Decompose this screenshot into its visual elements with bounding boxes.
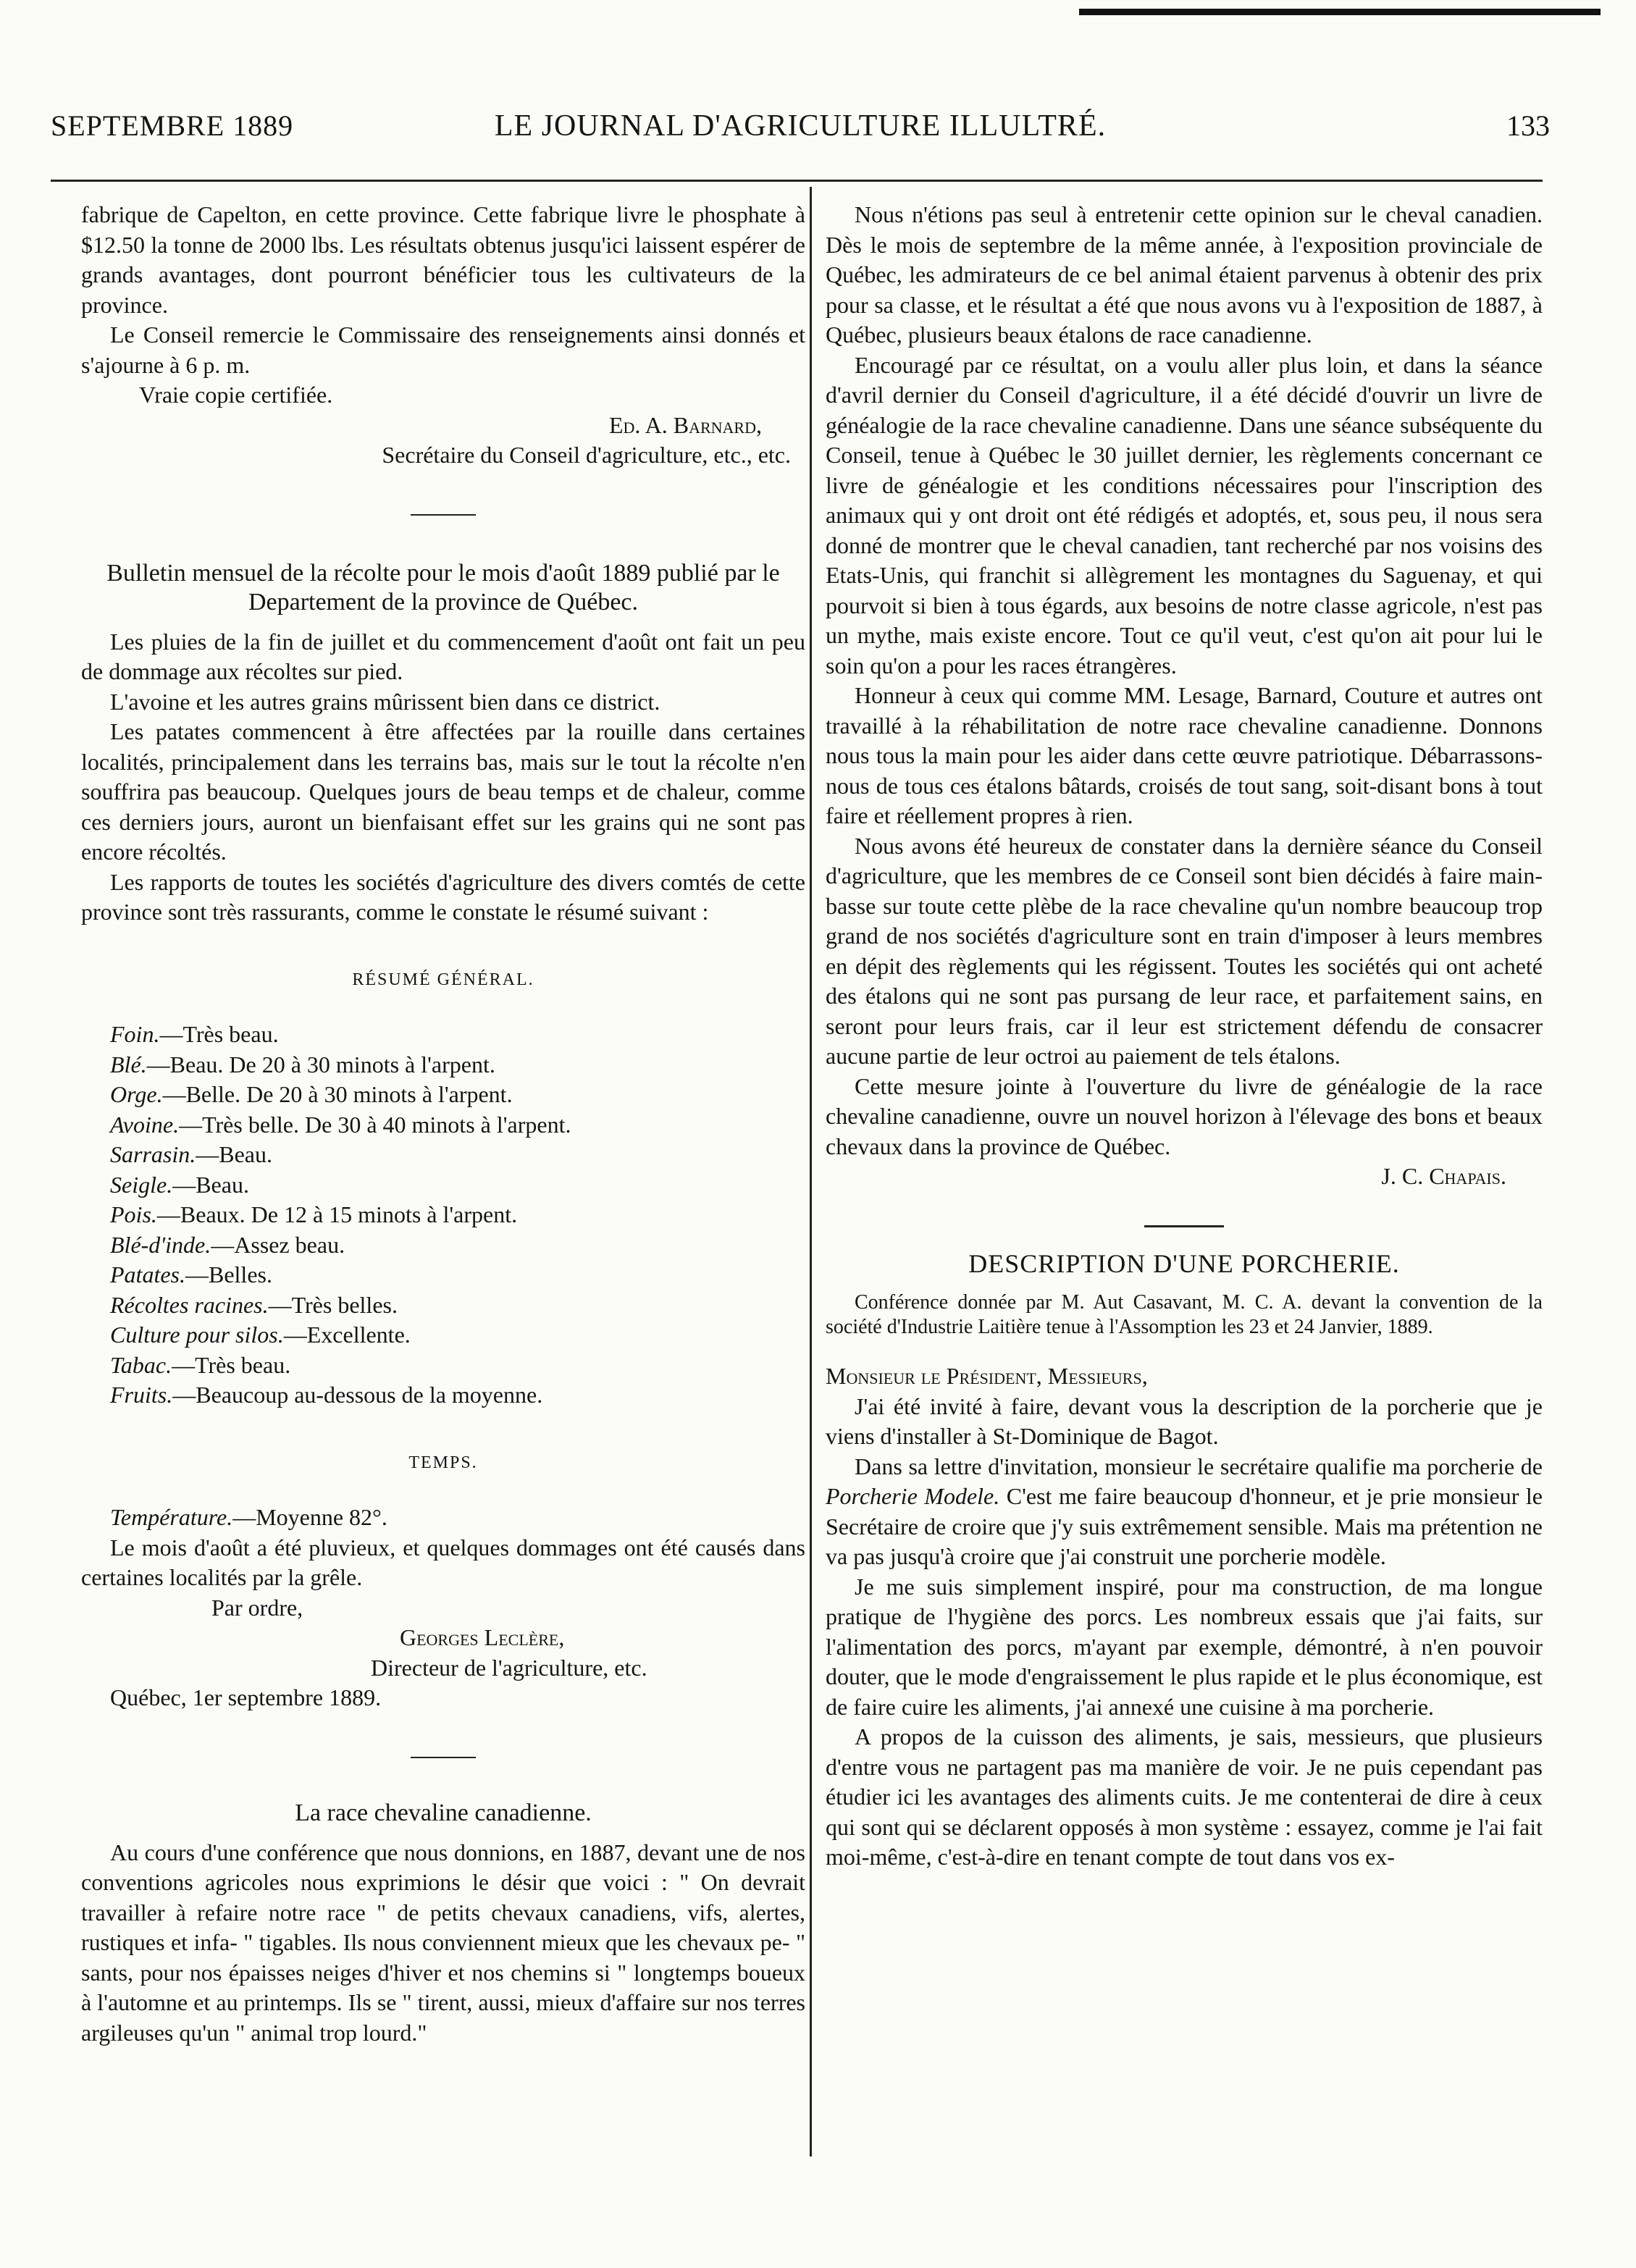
paragraph: Dans sa lettre d'invitation, monsieur le secrétaire qualifie ma porcherie de Porcherie Modele. C'est me faire beaucoup d'honneur, et je prie monsieur le Secrétaire de croire que j'y suis extrêmement sensible. Mais ma prétention ne va pas jusqu'à croire que j'ai construit une porcherie modèle. <box>826 1453 1543 1569</box>
porcherie-heading: DESCRIPTION D'UNE PORCHERIE. <box>968 1248 1400 1278</box>
paragraph: Je me suis simplement inspiré, pour ma construction, de ma longue pratique de l'hygiène des porcs. Les nombreux essais que j'ai faits, sur l'alimentation des porcs, m'ayant par exemple, démontré, à n'en pouvoir douter, que le mode d'engraissement le plus rapide et le plus économique, est de faire cuire les aliments, j'ai annexé une cuisine à ma porcherie. <box>826 1573 1543 1720</box>
paragraph: L'avoine et les autres grains mûrissent bien dans ce district. <box>110 688 660 715</box>
race-heading: La race chevaline canadienne. <box>295 1799 592 1826</box>
conference-note: Conférence donnée par M. Aut Casavant, M. C. A. devant la convention de la société d'Industrie Laitière tenue à l'Assomption les 23 et 24 Janvier, 1889. <box>826 1291 1543 1338</box>
signature-title: Secrétaire du Conseil d'agriculture, etc., etc. <box>382 442 791 468</box>
signature: J. C. Chapais. <box>1381 1163 1506 1189</box>
paragraph: Honneur à ceux qui comme MM. Lesage, Barnard, Couture et autres ont travaillé à la réhabilitation de notre race chevaline canadienne. Donnons nous tous la main pour les aider dans cette œuvre patriotique. Débarrassons-nous de tous ces étalons bâtards, croisés de tout sang, soit-disant bons à tout faire et réellement propres à rien. <box>826 682 1543 828</box>
paragraph: Nous avons été heureux de constater dans la dernière séance du Conseil d'agriculture, que les membres de ce Conseil sont bien décidés à faire main-basse sur toute cette plèbe de la race chevaline qu'un nombre beaucoup trop grand de nos sociétés d'agriculture sont en train d'imposer à leurs membres en dépit des règlements qui les régissent. Toutes les sociétés qui ont acheté des étalons qui ne sont pas pursang de leur race, et parfaitement sains, en seront pour leurs frais, car il leur est strictement défendu de consacrer aucune partie de leur octroi au paiement de tels étalons. <box>826 832 1543 1069</box>
column-divider <box>810 187 812 2156</box>
paragraph: J'ai été invité à faire, devant vous la description de la porcherie que je viens d'installer à St-Dominique de Bagot. <box>826 1393 1543 1449</box>
list-item: Patates.—Belles. <box>110 1261 272 1288</box>
list-item: Seigle.—Beau. <box>110 1171 249 1198</box>
section-divider <box>1144 1225 1224 1227</box>
paragraph: Température.—Moyenne 82°. <box>110 1504 387 1530</box>
paragraph: Les rapports de toutes les sociétés d'agriculture des divers comtés de cette province sont très rassurants, comme le constate le résumé suivant : <box>81 868 805 925</box>
paragraph: Encouragé par ce résultat, on a voulu aller plus loin, et dans la séance d'avril dernier du Conseil d'agriculture, il a été décidé d'ouvrir un livre de généalogie de la race chevaline canadienne. Dans une séance subséquente du Conseil, tenue à Québec le 30 juillet dernier, les règlements concernant ce livre de généalogie et les conditions nécessaires pour l'inscription des animaux qui y ont droit ont été rédigés et adoptés, et, sous peu, il nous sera donné de montrer que le cheval canadien, tant recherché par nos voisins des Etats-Unis, qui franchit si allègrement les montagnes du Saguenay, et qui pourvoit si bien à tous égards, aux besoins de notre classe agricole, n'est pas un mythe, mais existe encore. Tout ce qu'il veut, c'est qu'on ait pour lui le soin qu'on a pour les races étrangères. <box>826 351 1543 679</box>
page-header <box>51 109 1550 152</box>
temps-heading: TEMPS. <box>408 1453 478 1472</box>
paragraph: Nous n'étions pas seul à entretenir cette opinion sur le cheval canadien. Dès le mois de septembre de la même année, à l'exposition provinciale de Québec, les admirateurs de ce bel animal étaient parvenus à obtenir des prix pour sa classe, et le résultat a été que nous avons vu à l'exposition de 1887, à Québec, plusieurs beaux étalons de race canadienne. <box>826 201 1543 348</box>
list-item: Foin.—Très beau. <box>110 1021 279 1047</box>
left-column <box>81 200 805 2048</box>
top-rule <box>1079 9 1601 15</box>
list-item: Tabac.—Très beau. <box>110 1351 291 1378</box>
header-date: SEPTEMBRE 1889 <box>51 109 294 142</box>
paragraph: fabrique de Capelton, en cette province. Cette fabrique livre le phosphate à $12.50 la tonne de 2000 lbs. Les résultats obtenus jusqu'ici laissent espérer de grands avantages, dont pourront bénéficier tous les cultivateurs de la province. <box>81 201 805 318</box>
list-item: Culture pour silos.—Excellente. <box>110 1322 411 1348</box>
header-rule <box>51 180 1543 182</box>
list-item: Fruits.—Beaucoup au-dessous de la moyenne. <box>110 1382 543 1408</box>
list-item: Blé.—Beau. De 20 à 30 minots à l'arpent. <box>110 1051 495 1078</box>
page-number: 133 <box>1506 109 1550 142</box>
signature-name: Georges Leclère, <box>400 1624 565 1650</box>
paragraph: Le Conseil remercie le Commissaire des renseignements ainsi donnés et s'ajourne à 6 p. m. <box>81 322 805 378</box>
section-divider <box>411 514 476 516</box>
paragraph: A propos de la cuisson des aliments, je sais, messieurs, que plusieurs d'entre vous ne partagent pas ma manière de voir. Je ne puis cependant pas étudier ici les avantages des aliments cuits. Je me contenterai de dire à ceux qui sont qui se déclarent opposés à mon système : essayez, comme je l'ai fait moi-même, c'est-à-dire en tenant compte de tout dans vos ex- <box>826 1723 1543 1870</box>
paragraph: Par ordre, <box>211 1594 303 1621</box>
signature-name: Ed. A. Barnard, <box>608 411 762 438</box>
paragraph: Au cours d'une conférence que nous donnions, en 1887, devant une de nos conventions agricoles nous exprimions le désir que voici : " On devrait travailler à refaire notre race " de petits chevaux canadiens, vifs, alertes, rustiques et infa- " tigables. Ils nous conviennent mieux que les chevaux pe- " sants, pour nos épaisses neiges d'hiver et nos chemins si " longtemps boueux à l'automne et au printemps. Ils se " tirent, aussi, mieux d'affaire sur nos terres argileuses qu'un " animal trop lourd." <box>81 1839 805 2046</box>
bulletin-heading: Bulletin mensuel de la récolte pour le mois d'août 1889 publié par le Departement de la province de Québec. <box>106 559 780 616</box>
section-divider <box>411 1757 476 1758</box>
list-item: Sarrasin.—Beau. <box>110 1141 272 1167</box>
list-item: Pois.—Beaux. De 12 à 15 minots à l'arpent. <box>110 1201 518 1227</box>
signature-title: Directeur de l'agriculture, etc. <box>371 1654 647 1681</box>
list-item: Blé-d'inde.—Assez beau. <box>110 1231 345 1258</box>
paragraph: Le mois d'août a été pluvieux, et quelques dommages ont été causés dans certaines localités par la grêle. <box>81 1534 805 1590</box>
salutation: Monsieur le Président, Messieurs, <box>826 1363 1148 1389</box>
list-item: Orge.—Belle. De 20 à 30 minots à l'arpent. <box>110 1081 513 1107</box>
paragraph: Les pluies de la fin de juillet et du commencement d'août ont fait un peu de dommage aux récoltes sur pied. <box>81 628 805 684</box>
list-item: Récoltes racines.—Très belles. <box>110 1291 398 1318</box>
journal-title: LE JOURNAL D'AGRICULTURE ILLULTRÉ. <box>494 109 1107 143</box>
paragraph: Vraie copie certifiée. <box>139 382 333 408</box>
date-line: Québec, 1er septembre 1889. <box>110 1684 382 1710</box>
paragraph: Les patates commencent à être affectées par la rouille dans certaines localités, principalement dans les terrains bas, mais sur le tout la récolte n'en souffrira pas beaucoup. Quelques jours de beau temps et de chaleur, comme ces derniers jours, auront un bienfaisant effet sur les grains qui ne sont pas encore récoltés. <box>81 718 805 865</box>
list-item: Avoine.—Très belle. De 30 à 40 minots à l'arpent. <box>110 1111 571 1138</box>
resume-heading: RÉSUMÉ GÉNÉRAL. <box>352 970 534 989</box>
right-column <box>826 200 1543 1873</box>
paragraph: Cette mesure jointe à l'ouverture du livre de généalogie de la race chevaline canadienne, ouvre un nouvel horizon à l'élevage des bons et beaux chevaux dans la province de Québec. <box>826 1072 1543 1159</box>
resume-list <box>81 1020 805 1411</box>
